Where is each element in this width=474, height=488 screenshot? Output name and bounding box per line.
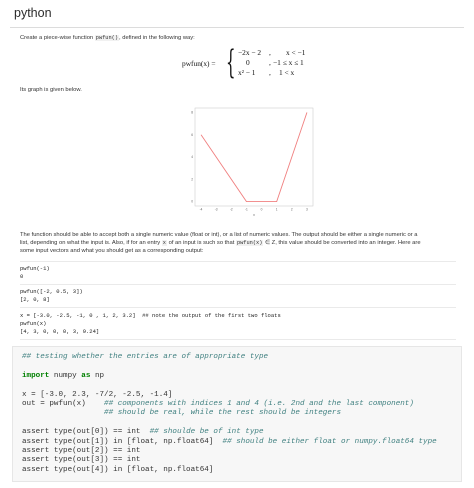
assert-line-1: assert type(out[0]) == int bbox=[22, 428, 141, 437]
code-cell-source[interactable] bbox=[22, 353, 437, 475]
case-cond: x < −1 bbox=[286, 48, 306, 57]
case-expr: −2x − 2 bbox=[238, 48, 262, 57]
x-tick-label: -4 bbox=[199, 207, 203, 212]
keyword-import: import bbox=[22, 371, 50, 380]
example-1: pwfun(-1) 0 bbox=[20, 265, 50, 280]
y-tick-label: 2 bbox=[191, 177, 193, 182]
example-3: x = [-3.0, -2.5, -1, 0 , 1, 2, 3.2] ## note the output of the first two floats pwfun(x) [4, 3, 0, 0, 0, 3, 9.24] bbox=[20, 312, 281, 335]
x-tick-label: -1 bbox=[245, 207, 248, 212]
case-sep: , bbox=[269, 68, 271, 77]
page-title: python bbox=[14, 6, 52, 20]
intro-function-name: pwfun() bbox=[95, 35, 119, 41]
out-assignment: out = pwfun(x) bbox=[22, 400, 86, 409]
separator bbox=[20, 339, 456, 340]
desc-part-a: list, depending on what the input is. Also, if for an entry bbox=[20, 240, 162, 246]
x-axis-label: x bbox=[253, 213, 255, 217]
x-tick-label: 0 bbox=[260, 207, 263, 212]
desc-var-x: x bbox=[162, 240, 166, 246]
code-cell[interactable] bbox=[12, 346, 462, 482]
code-comment: ## testing whether the entries are of appropriate type bbox=[22, 353, 269, 361]
code-comment: ## should be real, while the rest should be integers bbox=[104, 409, 341, 418]
x-tick-label: 1 bbox=[275, 207, 278, 212]
x-tick-label: -3 bbox=[214, 207, 218, 212]
intro-after: , defined in the following way: bbox=[119, 35, 195, 41]
title-divider bbox=[10, 27, 464, 28]
case-cond: −1 ≤ x ≤ 1 bbox=[273, 58, 304, 67]
assert-line-5: assert type(out[4]) in [float, np.float64] bbox=[22, 465, 214, 474]
intro-before: Create a piece-wise function bbox=[20, 35, 95, 41]
description-line-3: some input vectors and what you should get as a corresponding output: bbox=[20, 248, 204, 254]
x-tick-label: 3 bbox=[306, 207, 308, 212]
description-line-1: The function should be able to accept both a single numeric value (float or int), or a list of numeric values. The output should be either a single numeric or a bbox=[20, 232, 418, 238]
y-tick-label: 0 bbox=[191, 199, 193, 204]
code-comment: ## components with indices 1 and 4 (i.e. 2nd and the last component) bbox=[104, 400, 414, 409]
example-2: pwfun([-2, 0.5, 3]) [2, 0, 8] bbox=[20, 288, 83, 303]
plot-frame bbox=[195, 108, 313, 206]
x-assignment: x = [-3.0, 2.3, -7/2, -2.5, -1.4] bbox=[22, 390, 173, 399]
separator bbox=[20, 261, 456, 262]
description-line-2 bbox=[20, 239, 421, 247]
case-sep: , bbox=[269, 48, 271, 57]
code-comment: ## shoulde be of int type bbox=[149, 428, 264, 437]
y-tick-label: 6 bbox=[191, 132, 193, 137]
formula-lhs: pwfun(x) = bbox=[182, 59, 216, 68]
piecewise-formula bbox=[182, 42, 322, 81]
separator bbox=[20, 284, 456, 285]
case-sep: , bbox=[269, 58, 271, 67]
desc-code-pwfun: pwfun(x) bbox=[236, 240, 263, 246]
assert-line-2: assert type(out[1]) in [float, np.float64] bbox=[22, 437, 214, 446]
y-tick-label: 4 bbox=[191, 155, 193, 160]
assert-line-3: assert type(out[2]) == int bbox=[22, 447, 141, 456]
function-graph bbox=[183, 100, 316, 218]
intro-text bbox=[20, 34, 195, 42]
formula-brace: { bbox=[226, 42, 236, 81]
y-tick-label: 8 bbox=[191, 110, 193, 115]
assert-line-4: assert type(out[3]) == int bbox=[22, 456, 141, 465]
case-cond: 1 < x bbox=[279, 68, 295, 77]
graph-caption: Its graph is given below. bbox=[20, 87, 82, 93]
module-alias: np bbox=[94, 371, 105, 380]
case-expr: x² − 1 bbox=[238, 68, 256, 77]
case-expr: 0 bbox=[246, 58, 250, 67]
desc-part-b: of an input is such so that bbox=[166, 240, 236, 246]
x-tick-label: 2 bbox=[290, 207, 293, 212]
desc-part-c: ∈ Z, this value should be converted into an integer. Here are bbox=[263, 240, 421, 246]
x-tick-label: -2 bbox=[229, 207, 233, 212]
keyword-as: as bbox=[81, 371, 91, 380]
module-name: numpy bbox=[53, 371, 77, 380]
code-comment: ## should be either float or numpy.float64 type bbox=[222, 437, 437, 446]
separator bbox=[20, 307, 456, 308]
